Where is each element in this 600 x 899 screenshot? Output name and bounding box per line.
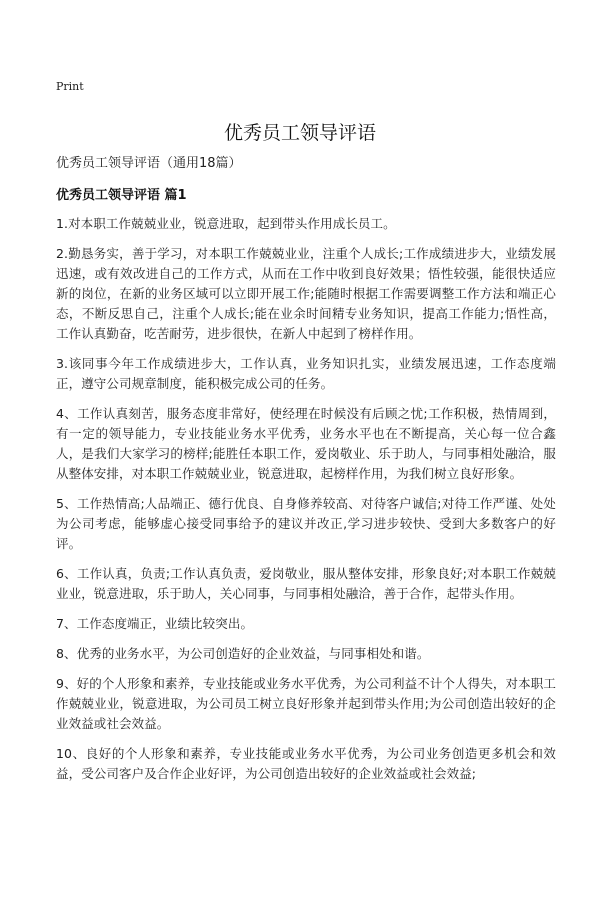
document-subtitle: 优秀员工领导评语（通用18篇）: [56, 156, 242, 171]
section-heading: 优秀员工领导评语 篇1: [56, 188, 187, 203]
comment-item-6: 6、工作认真，负责;工作认真负责，爱岗敬业，服从整体安排，形象良好;对本职工作兢兢业业，锐意进取，乐于助人，关心同事，与同事相处融洽，善于合作，起带头作用。: [56, 566, 556, 601]
comment-list: [56, 214, 556, 794]
comment-item-8: 8、优秀的业务水平，为公司创造好的企业效益，与同事相处和谐。: [56, 646, 430, 661]
page-title: 优秀员工领导评语: [223, 122, 376, 144]
comment-item-1: 1.对本职工作兢兢业业，锐意进取，起到带头作用成长员工。: [56, 216, 396, 231]
comment-item-5: 5、工作热情高;人品端正、德行优良、自身修养较高、对待客户诚信;对待工作严谨、处处为公司考虑，能够虚心接受同事给予的建议并改正,学习进步较快、受到大多数客户的好评。: [56, 496, 556, 551]
comment-item-4: 4、工作认真刻苦，服务态度非常好，使经理在时候没有后顾之忧;工作积极，热情周到，有一定的领导能力，专业技能业务水平优秀，业务水平也在不断提高，关心每一位合鑫人，是我们大家学习的榜样;能胜任本职工作，爱岗敬业、乐于助人，与同事相处融洽，服从整体安排，对本职工作兢兢业业，锐意进取，起榜样作用，为我们树立良好形象。: [56, 406, 556, 481]
comment-item-10: 10、良好的个人形象和素养，专业技能或业务水平优秀，为公司业务创造更多机会和效益，受公司客户及合作企业好评，为公司创造出较好的企业效益或社会效益;: [56, 746, 556, 781]
comment-item-3: 3.该同事今年工作成绩进步大，工作认真，业务知识扎实，业绩发展迅速，工作态度端正，遵守公司规章制度，能积极完成公司的任务。: [56, 356, 556, 391]
print-link[interactable]: Print: [56, 80, 84, 93]
comment-item-7: 7、工作态度端正，业绩比较突出。: [56, 616, 254, 631]
comment-item-2: 2.勤恳务实，善于学习，对本职工作兢兢业业，注重个人成长;工作成绩进步大，业绩发展迅速，或有效改进自己的工作方式，从而在工作中收到良好效果；悟性较强，能很快适应新的岗位，在新的业务区域可以立即开展工作;能随时根据工作需要调整工作方法和端正心态，不断反思自己，注重个人成长;能在业余时间精专业务知识，提高工作能力;悟性高，工作认真勤奋，吃苦耐劳，进步很快，在新人中起到了榜样作用。: [56, 246, 556, 341]
comment-item-9: 9、好的个人形象和素养，专业技能或业务水平优秀，为公司利益不计个人得失，对本职工作兢兢业业，锐意进取，为公司员工树立良好形象并起到带头作用;为公司创造出较好的企业效益或社会效益。: [56, 676, 556, 731]
